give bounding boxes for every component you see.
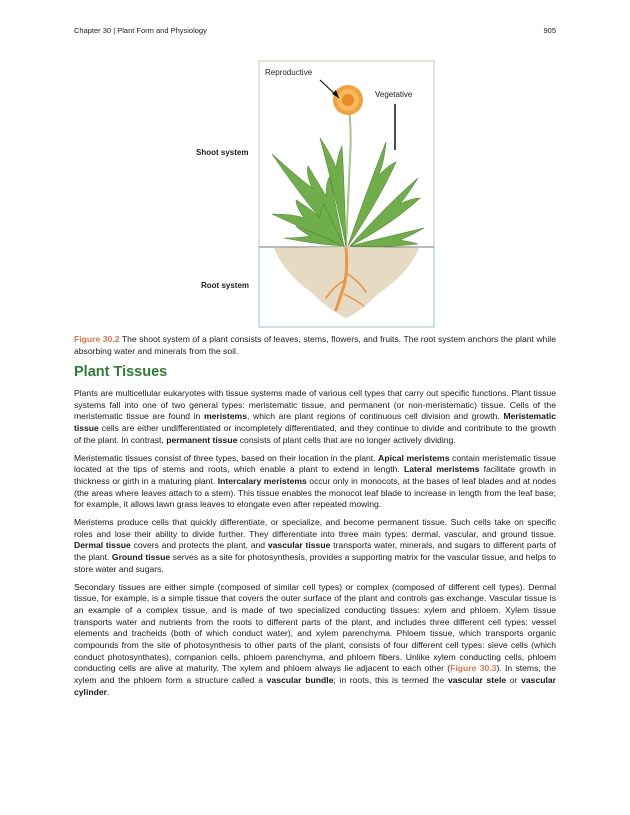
text-run: ). In stems, the xylem and the phloem form a structure called a (74, 663, 556, 686)
page-number: 905 (543, 26, 556, 35)
text-run: Meristems produce cells that quickly differentiate, or specialize, and become permanent tissue. Such cells take on specific roles and lose their ability to divide further. They differentiate into three main types: dermal, vascular, and ground tissue. (74, 517, 556, 539)
text-run: , which are plant regions of continuous cell division and growth. (246, 411, 504, 422)
key-term: vascular stele (447, 675, 507, 686)
section-heading: Plant Tissues (74, 364, 168, 380)
key-term: Lateral meristems (403, 464, 480, 475)
figure-link[interactable]: Figure 30.3 (450, 663, 497, 674)
text-run: facilitate growth in thickness or girth in a maturing plant. (74, 464, 556, 486)
key-term: permanent tissue (166, 434, 238, 445)
text-run: or (506, 675, 522, 686)
key-term: vascular tissue (267, 540, 331, 551)
key-term: vascular bundle (266, 675, 334, 686)
text-run: . (106, 686, 110, 697)
key-term: meristems (203, 411, 247, 422)
chapter-title: Chapter 30 | Plant Form and Physiology (74, 26, 207, 35)
key-term: Intercalary meristems (217, 475, 307, 486)
text-run: transports water, minerals, and sugars to different parts of the plant. (74, 540, 556, 563)
paragraph (74, 453, 556, 512)
text-run: serves as a site for photosynthesis, provides a supporting matrix for the vascular tissue, and helps to store water and sugars. (74, 552, 556, 574)
key-term: Meristematic tissue (74, 411, 556, 434)
paragraph (74, 582, 556, 699)
key-term: Dermal tissue (74, 540, 131, 551)
shoot-system-label: Shoot system (196, 148, 249, 157)
text-run: Meristematic tissues consist of three types, based on their location in the plant. (74, 452, 379, 463)
caption-text: The shoot system of a plant consists of leaves, stems, flowers, and fruits. The root system anchors the plant while absorbing water and minerals from the soil. (74, 334, 556, 356)
key-term: Apical meristems (378, 452, 450, 463)
paragraph (74, 517, 556, 576)
figure-plant-systems (74, 58, 556, 330)
text-run: covers and protects the plant, and (130, 540, 268, 551)
root-system-label: Root system (201, 281, 250, 290)
text-run: contain meristematic tissue located at the tips of stems and roots, which enable a plant to extend in length. (74, 452, 557, 475)
dandelion-flower (333, 85, 363, 115)
text-run: consists of plant cells that are no longer actively dividing. (237, 434, 456, 445)
text-run: ; in roots, this is termed the (333, 675, 448, 686)
vegetative-label: Vegetative (375, 90, 413, 99)
figure-number: Figure 30.2 (74, 334, 120, 344)
figure-caption (74, 334, 556, 357)
text-run: Secondary tissues are either simple (composed of similar cell types) or complex (composed of different cell types). Dermal tissue, for example, is a simple tissue that covers the outer surface of the plant and controls gas exchange. Vascular tissue is an example of a complex tissue, and is made of two specialized conducting tissues: xylem and phloem. Xylem tissue transports water and nutrients from the roots to different parts of the plant, and includes three different cell types: vessel elements and tracheids (both of which conduct water), and xylem parenchyma. Phloem tissue, which transports organic compounds from the site of photosynthesis to other parts of the plant, consists of four different cell types: sieve cells (which conduct photosynthates), companion cells, phloem parenchyma, and phloem fibers. Unlike xylem conducting cells, phloem conducting cells are alive at maturity. The xylem and phloem always lie adjacent to each other ( (74, 581, 556, 674)
reproductive-label: Reproductive (265, 68, 313, 77)
plant-illustration (74, 58, 556, 330)
body-text (74, 388, 556, 705)
key-term: Ground tissue (111, 552, 171, 563)
text-run: Plants are multicellular eukaryotes with tissue systems made of various cell types that carry out specific functions. Plant tissue systems fall into one of two general types: meristematic tissue, and permanent (or non-meristematic) tissue. Cells of the meristematic tissue are found in (74, 388, 556, 422)
key-term: vascular cylinder (74, 675, 557, 697)
text-run: cells are either undifferentiated or incompletely differentiated, and they continue to divide and contribute to the growth of the plant. In contrast, (74, 423, 556, 445)
paragraph (74, 388, 556, 447)
text-run: occur only in monocots, at the bases of leaf blades and at nodes (the areas where leaves attach to a stem). This tissue enables the monocot leaf blade to increase in length from the leaf base; for example, it allows lawn grass leaves to elongate even after repeated mowing. (74, 475, 557, 510)
